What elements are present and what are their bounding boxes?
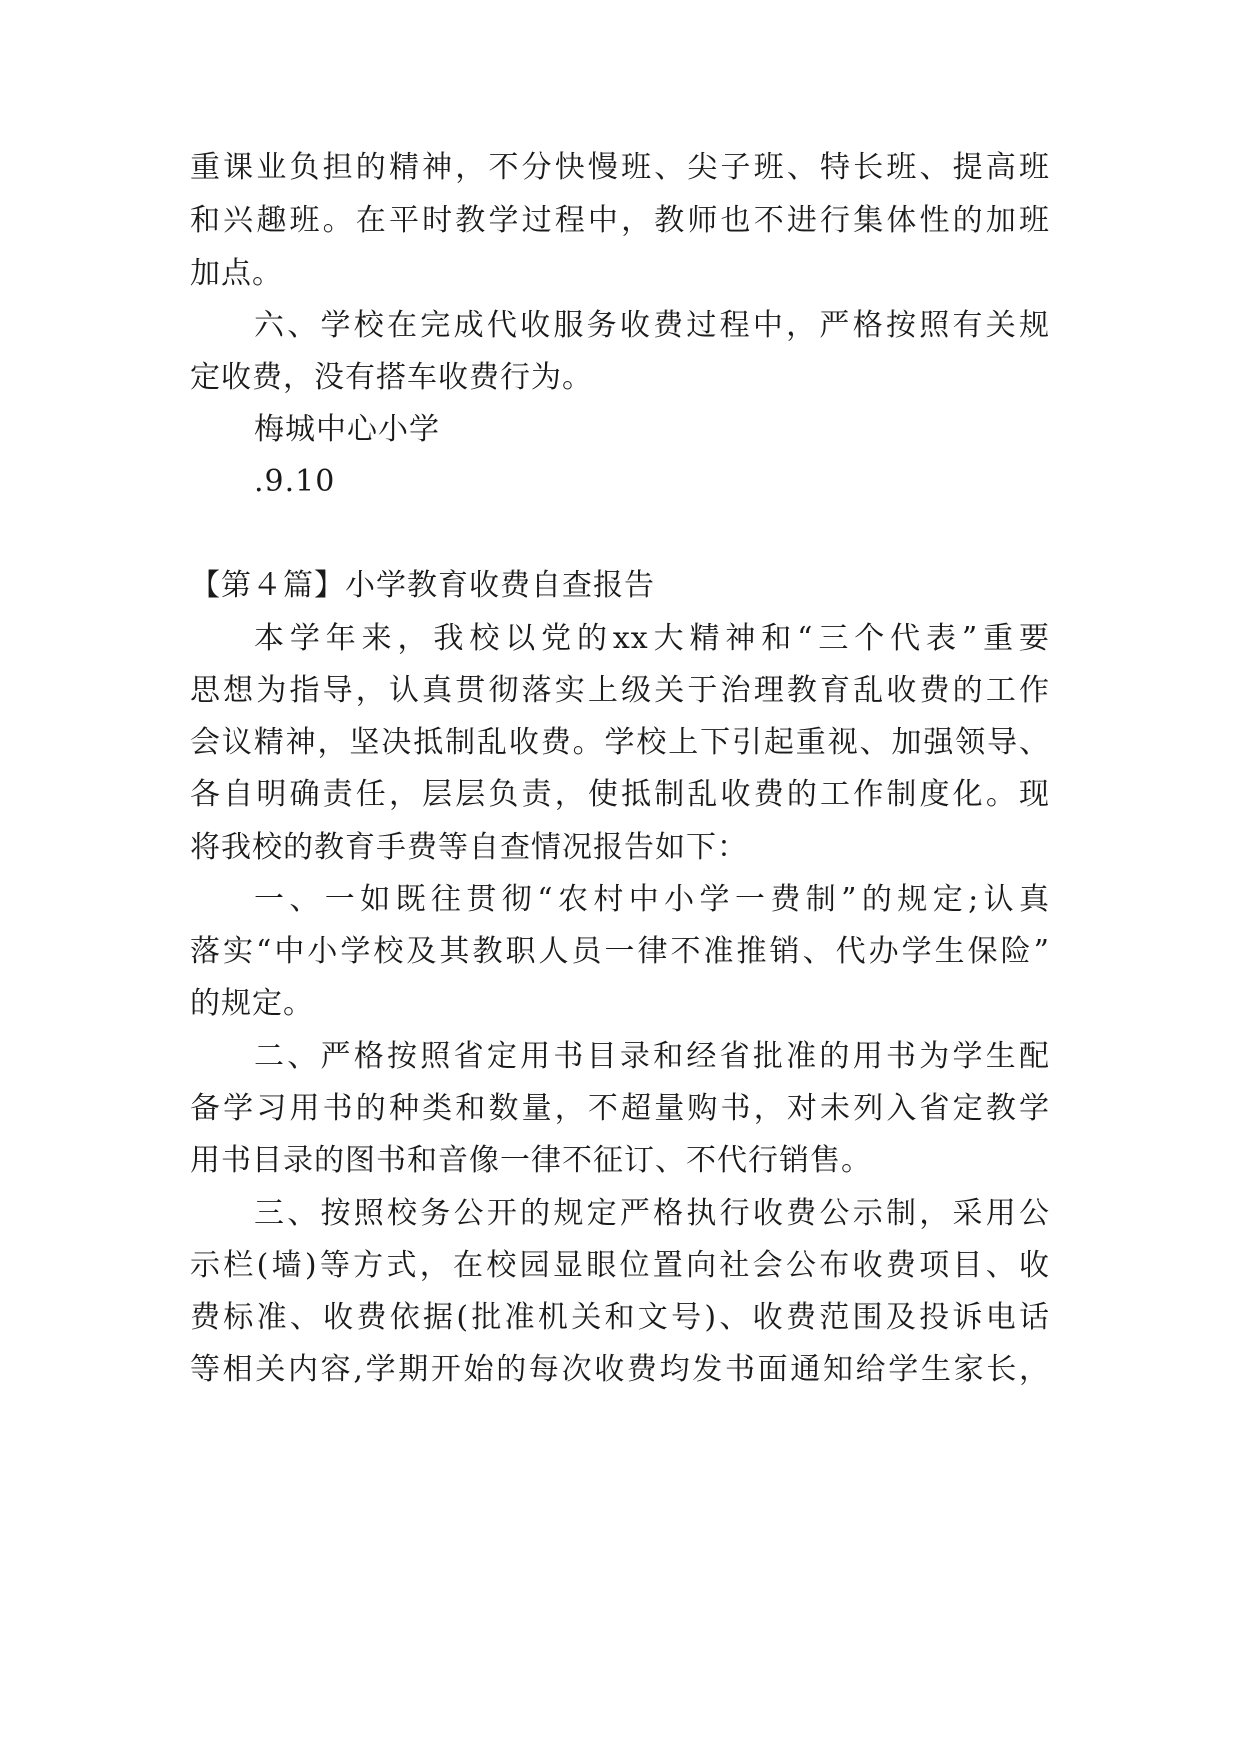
text-line-20: 三、按照校务公开的规定严格执行收费公示制，采用公 [254, 1196, 1050, 1231]
text-line-16: 的规定。 [190, 986, 314, 1021]
text-line-13: 将我校的教育手费等自查情况报告如下： [190, 830, 748, 865]
signature-date: .9.10 [254, 464, 336, 499]
text-line-10: 思想为指导，认真贯彻落实上级关于治理教育乱收费的工作 [190, 673, 1050, 708]
text-line-17: 二、严格按照省定用书目录和经省批准的用书为学生配 [254, 1039, 1050, 1074]
signature-school: 梅城中心小学 [254, 412, 440, 447]
text-line-12: 各自明确责任，层层负责，使抵制乱收费的工作制度化。现 [190, 777, 1050, 812]
text-line-2: 和兴趣班。在平时教学过程中，教师也不进行集体性的加班 [190, 203, 1050, 238]
text-line-4: 六、学校在完成代收服务收费过程中，严格按照有关规 [254, 308, 1050, 343]
text-line-1: 重课业负担的精神，不分快慢班、尖子班、特长班、提高班 [190, 150, 1050, 185]
text-line-21: 示栏(墙)等方式，在校园显眼位置向社会公布收费项目、收 [190, 1248, 1050, 1283]
section-heading: 【第４篇】小学教育收费自查报告 [190, 568, 655, 603]
text-line-22: 费标准、收费依据(批准机关和文号)、收费范围及投诉电话 [190, 1300, 1050, 1335]
text-line-14: 一、一如既往贯彻“农村中小学一费制”的规定;认真 [254, 882, 1050, 917]
text-line-23: 等相关内容,学期开始的每次收费均发书面通知给学生家长， [190, 1352, 1050, 1387]
text-line-19: 用书目录的图书和音像一律不征订、不代行销售。 [190, 1143, 872, 1178]
text-line-15: 落实“中小学校及其教职人员一律不准推销、代办学生保险” [190, 934, 1050, 969]
text-line-5: 定收费，没有搭车收费行为。 [190, 360, 593, 395]
text-line-3: 加点。 [190, 256, 283, 291]
text-line-9: 本学年来，我校以党的xx大精神和“三个代表”重要 [254, 621, 1050, 656]
text-line-11: 会议精神，坚决抵制乱收费。学校上下引起重视、加强领导、 [190, 725, 1050, 760]
text-line-18: 备学习用书的种类和数量，不超量购书，对未列入省定教学 [190, 1091, 1050, 1126]
